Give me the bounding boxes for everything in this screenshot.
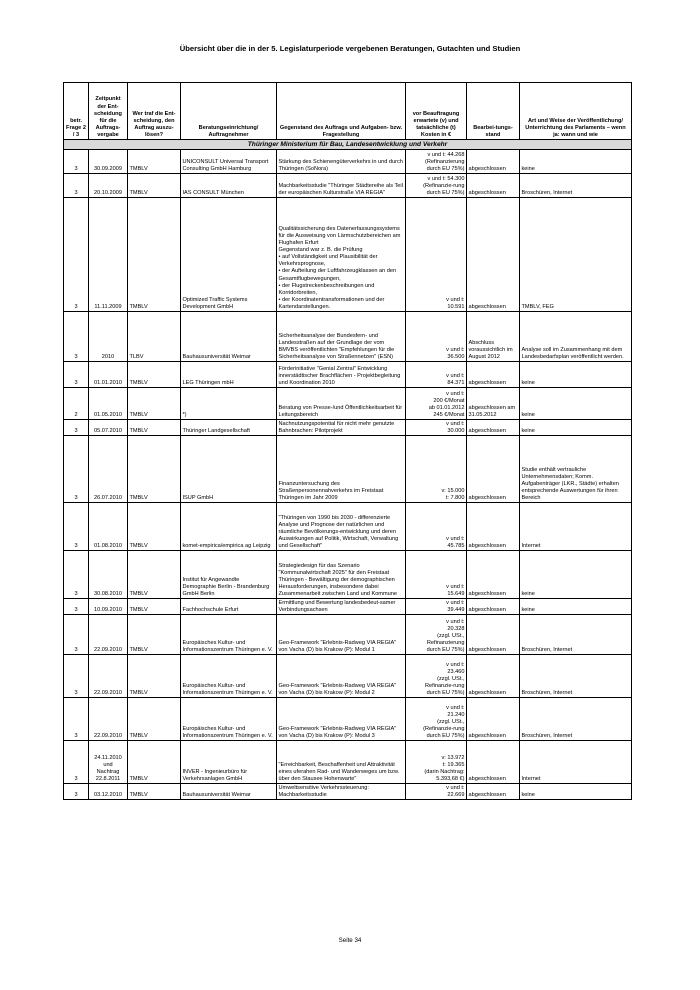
cell-line: (zzgl. USt., — [437, 718, 465, 725]
cell-stand: abgeschlossen — [467, 551, 520, 599]
cell-line: (darin Nachtrag: — [424, 768, 465, 775]
cell-entscheidung: TLBV — [128, 312, 181, 362]
table-row — [64, 198, 632, 312]
cell-kosten — [406, 174, 467, 198]
cell-frage: 3 — [64, 615, 89, 655]
cell-stand: abgeschlossen — [467, 784, 520, 800]
cell-line: ab 01.01.2012 — [428, 404, 465, 411]
cell-kosten — [406, 362, 467, 388]
cell-line: v und t: — [446, 372, 465, 379]
cell-line: durch EU 75%) — [426, 646, 465, 653]
cell-einrichtung: INVER - Ingenieurbüro für Verkehrsanlagen GmbH — [181, 741, 277, 784]
cell-zeitpunkt: 30.09.2009 — [89, 150, 128, 174]
cell-entscheidung: TMBLV — [128, 503, 181, 551]
cell-einrichtung: Europäisches Kultur- und Informationszentrum Thüringen e. V. — [181, 698, 277, 741]
table-row — [64, 420, 632, 436]
cell-line: v und t: — [446, 390, 465, 397]
cell-veroeffentlichung: keine — [520, 420, 632, 436]
cell-veroeffentlichung: TMBLV, FEG — [520, 198, 632, 312]
cell-zeitpunkt: 01.01.2010 — [89, 362, 128, 388]
cell-line: (Refinanzierung — [425, 158, 465, 165]
cell-gegenstand: Stärkung des Schienengüterverkehrs in und durch Thüringen (SoNora) — [277, 150, 406, 174]
cell-veroeffentlichung: keine — [520, 551, 632, 599]
cell-kosten — [406, 741, 467, 784]
cell-line: v und t: — [446, 704, 465, 711]
cell-kosten — [406, 599, 467, 615]
cell-einrichtung: Institut für Angewandte Demographie Berlin - Brandenburg GmbH Berlin — [181, 551, 277, 599]
cell-einrichtung: IAS CONSULT München — [181, 174, 277, 198]
cell-line: v und t: — [446, 296, 465, 303]
cell-entscheidung: TMBLV — [128, 174, 181, 198]
cell-line: 45.785 — [447, 542, 465, 549]
cell-entscheidung: TMBLV — [128, 741, 181, 784]
cell-line: v: 15.000 — [441, 487, 465, 494]
header-stand: Bearbei-tungs-stand — [467, 83, 520, 140]
cell-line: v und t: — [446, 420, 465, 427]
cell-line: v: 13.972 — [441, 754, 465, 761]
cell-stand: abgeschlossen — [467, 362, 520, 388]
cell-kosten — [406, 312, 467, 362]
cell-einrichtung: Optimized Traffic Systems Development GmbH — [181, 198, 277, 312]
cell-stand: abgeschlossen am 31.05.2012 — [467, 388, 520, 420]
cell-frage: 3 — [64, 312, 89, 362]
cell-entscheidung: TMBLV — [128, 198, 181, 312]
table-row — [64, 551, 632, 599]
cell-veroeffentlichung: keine — [520, 784, 632, 800]
cell-veroeffentlichung: keine — [520, 362, 632, 388]
cell-entscheidung: TMBLV — [128, 551, 181, 599]
cell-zeitpunkt: 03.12.2010 — [89, 784, 128, 800]
cell-entscheidung: TMBLV — [128, 655, 181, 698]
cell-einrichtung: komet-empirica/empirica ag Leipzig — [181, 503, 277, 551]
cell-entscheidung: TMBLV — [128, 436, 181, 503]
table-row — [64, 388, 632, 420]
cell-gegenstand: Geo-Framework "Erlebnis-Radweg VIA REGIA" von Vacha (D) bis Krakow (P): Modul 3 — [277, 698, 406, 741]
table-row — [64, 784, 632, 800]
cell-line: 5.393,68 €) — [436, 775, 465, 782]
cell-kosten — [406, 436, 467, 503]
cell-frage: 3 — [64, 503, 89, 551]
cell-stand: abgeschlossen — [467, 599, 520, 615]
cell-line: • auf Vollständigkeit und Plausibilität der Verkehrsprognose, — [278, 254, 378, 268]
cell-line: v und t: — [446, 583, 465, 590]
table-row — [64, 503, 632, 551]
cell-frage: 3 — [64, 436, 89, 503]
cell-einrichtung: LEG Thüringen mbH — [181, 362, 277, 388]
cell-stand: abgeschlossen — [467, 174, 520, 198]
cell-zeitpunkt: 2010 — [89, 312, 128, 362]
page-number: Seite 34 — [338, 937, 362, 944]
cell-stand: abgeschlossen — [467, 698, 520, 741]
cell-line: 36.500 — [447, 353, 465, 360]
header-frage: betr. Frage 2 / 3 — [64, 83, 89, 140]
cell-zeitpunkt: 01.05.2010 — [89, 388, 128, 420]
cell-zeitpunkt: 10.09.2010 — [89, 599, 128, 615]
cell-zeitpunkt: 22.09.2010 — [89, 698, 128, 741]
cell-line: 200 €/Monat — [433, 397, 465, 404]
cell-stand: abgeschlossen — [467, 503, 520, 551]
cell-frage: 3 — [64, 198, 89, 312]
cell-line: 24.11.2010 — [94, 754, 122, 761]
cell-frage: 3 — [64, 150, 89, 174]
cell-zeitpunkt: 22.09.2010 — [89, 615, 128, 655]
cell-entscheidung: TMBLV — [128, 599, 181, 615]
cell-stand: Abschluss voraussichtlich im August 2012 — [467, 312, 520, 362]
cell-veroeffentlichung: Analyse soll im Zusammenhang mit dem Landesbedarfsplan veröffentlicht werden. — [520, 312, 632, 362]
cell-gegenstand: Ermittlung und Bewertung landesbedeut-samer Verbindungsachsen — [277, 599, 406, 615]
cell-line: (Refinanzie-rung — [423, 182, 465, 189]
cell-line: v und t: — [446, 346, 465, 353]
cell-gegenstand: Strategiedesign für das Szenario "Kommunalwirtschaft 2025" für den Freistaat Thüringen - Bewältigung der demographischen Herausforderungen, insbesondere dabei Zusammenarbeit zwischen Land und Kommune — [277, 551, 406, 599]
cell-entscheidung: TMBLV — [128, 362, 181, 388]
cell-line: t: 7.800 — [445, 494, 465, 501]
cell-veroeffentlichung: Broschüren, Internet — [520, 174, 632, 198]
cell-line: durch EU 75%) — [426, 732, 465, 739]
cell-line: 15.649 — [447, 590, 465, 597]
cell-kosten — [406, 198, 467, 312]
table-row — [64, 655, 632, 698]
cell-frage: 3 — [64, 698, 89, 741]
cell-line: 22.669 — [447, 791, 465, 798]
cell-line: (zzgl. USt., — [437, 675, 465, 682]
cell-entscheidung: TMBLV — [128, 615, 181, 655]
cell-stand: abgeschlossen — [467, 150, 520, 174]
cell-kosten — [406, 150, 467, 174]
cell-line: durch EU 75%) — [426, 165, 465, 172]
table-row — [64, 362, 632, 388]
cell-einrichtung: UNICONSULT Universal Transport Consulting GmbH Hamburg — [181, 150, 277, 174]
cell-line: 245 €/Monat — [433, 411, 465, 418]
cell-line: v und t: — [446, 618, 465, 625]
table-row — [64, 741, 632, 784]
cell-kosten — [406, 503, 467, 551]
cell-veroeffentlichung: Broschüren, Internet — [520, 655, 632, 698]
cell-stand: abgeschlossen — [467, 655, 520, 698]
cell-gegenstand: Förderinitiative "Genial Zentral" Entwicklung innerstädtischer Brachflächen - Projektbegleitung und Koordination 2010 — [277, 362, 406, 388]
cell-line: 21.240 — [447, 711, 465, 718]
table-row — [64, 174, 632, 198]
cell-line: 30.000 — [447, 427, 465, 434]
cell-entscheidung: TMBLV — [128, 150, 181, 174]
cell-line: Refinanzierung — [426, 639, 465, 646]
cell-line: v und t: — [446, 535, 465, 542]
cell-einrichtung: *) — [181, 388, 277, 420]
cell-line: durch EU 75%) — [426, 189, 465, 196]
cell-gegenstand: Geo-Framework "Erlebnis-Radweg VIA REGIA" von Vacha (D) bis Krakow (P): Modul 2 — [277, 655, 406, 698]
cell-veroeffentlichung: keine — [520, 150, 632, 174]
page-title: Übersicht über die in der 5. Legislaturperiode vergebenen Beratungen, Gutachten und Studien — [179, 44, 521, 53]
cell-gegenstand: Beratung von Presse-/und Öffentlichkeitsarbeit für Leitungsbereich — [277, 388, 406, 420]
cell-line: 20.328 — [447, 625, 465, 632]
cell-line: • der Koordinatentransformationen und der Kartendarstellungen. — [278, 296, 385, 310]
cell-line: v und t: — [446, 599, 465, 606]
cell-kosten — [406, 784, 467, 800]
cell-line: Refinanzie-rung — [425, 682, 465, 689]
cell-gegenstand: Nachnutzungspotential für nicht mehr genutzte Bahnbrachen: Pilotprojekt — [277, 420, 406, 436]
cell-stand: abgeschlossen — [467, 741, 520, 784]
cell-einrichtung: Europäisches Kultur- und Informationszentrum Thüringen e. V. — [181, 615, 277, 655]
header-entscheidung: Wer traf die Ent-scheidung, den Auftrag auszu-lösen? — [128, 83, 181, 140]
consulting-contracts-table — [63, 82, 632, 800]
cell-entscheidung: TMBLV — [128, 698, 181, 741]
cell-zeitpunkt: 26.07.2010 — [89, 436, 128, 503]
cell-kosten — [406, 655, 467, 698]
cell-veroeffentlichung: Broschüren, Internet — [520, 698, 632, 741]
cell-stand: abgeschlossen — [467, 420, 520, 436]
header-einrichtung: Beratungseinrichtung/ Auftragnehmer — [181, 83, 277, 140]
cell-entscheidung: TMBLV — [128, 420, 181, 436]
cell-stand: abgeschlossen — [467, 615, 520, 655]
cell-zeitpunkt: 01.08.2010 — [89, 503, 128, 551]
cell-stand: abgeschlossen — [467, 198, 520, 312]
cell-veroeffentlichung: keine — [520, 388, 632, 420]
cell-line: 22.8.2011 — [95, 775, 121, 782]
cell-veroeffentlichung: keine — [520, 599, 632, 615]
cell-einrichtung: ISUP GmbH — [181, 436, 277, 503]
cell-line: v und t: — [446, 784, 465, 791]
table-row — [64, 150, 632, 174]
cell-frage: 3 — [64, 655, 89, 698]
cell-line: t: 19.365 — [442, 761, 465, 768]
cell-zeitpunkt: 30.08.2010 — [89, 551, 128, 599]
cell-line: 10.591 — [447, 303, 465, 310]
cell-zeitpunkt — [89, 741, 128, 784]
table-row — [64, 698, 632, 741]
header-veroeffentlichung: Art und Weise der Veröffentlichung/ Unterrichtung des Parlaments – wenn ja: wann und wie — [520, 83, 632, 140]
cell-gegenstand: "Thüringen von 1990 bis 2030 - differenzierte Analyse und Prognose der natürlichen und räumliche Bevölkerungs-entwicklung und deren Auswirkungen auf Politik, Wirtschaft, Verwaltung und Gesellschaft" — [277, 503, 406, 551]
cell-frage: 3 — [64, 551, 89, 599]
cell-gegenstand — [277, 198, 406, 312]
section-title: Thüringer Ministerium für Bau, Landesentwicklung und Verkehr — [64, 140, 632, 150]
cell-zeitpunkt: 05.07.2010 — [89, 420, 128, 436]
cell-kosten — [406, 388, 467, 420]
table-row — [64, 599, 632, 615]
cell-entscheidung: TMBLV — [128, 784, 181, 800]
cell-kosten — [406, 420, 467, 436]
cell-einrichtung: Bauhausuniversität Weimar — [181, 784, 277, 800]
cell-line: v und t: 54.300 — [427, 175, 465, 182]
cell-einrichtung: Bauhausuniversität Weimar — [181, 312, 277, 362]
cell-kosten — [406, 615, 467, 655]
cell-frage: 3 — [64, 784, 89, 800]
cell-veroeffentlichung: Studie enthält vertrauliche Unternehmensdaten; Komm. Aufgabenträger (LKR., Städte) erhalten entsprechende Auswertungen für ihren Bereich — [520, 436, 632, 503]
table-row — [64, 615, 632, 655]
cell-zeitpunkt: 20.10.2009 — [89, 174, 128, 198]
cell-line: v und t: — [446, 661, 465, 668]
cell-line: • der Aufteilung der Luftfahrzeugklassen an den Gesamtflugbewegungen, — [278, 268, 397, 282]
table-row — [64, 436, 632, 503]
cell-entscheidung: TMBLV — [128, 388, 181, 420]
cell-kosten — [406, 698, 467, 741]
cell-frage: 3 — [64, 599, 89, 615]
cell-gegenstand: Geo-Framework "Erlebnis-Radweg VIA REGIA" von Vacha (D) bis Krakow (P): Modul 1 — [277, 615, 406, 655]
cell-line: Qualitätssicherung des Datenerfassungssystems für die Ausweisung von Lärmschutzbereichen am Flughafen Erfurt — [278, 225, 401, 247]
cell-line: (Refinanzie-rung — [423, 725, 465, 732]
header-gegenstand: Gegenstand des Auftrags und Aufgaben- bzw. Fragestellung — [277, 83, 406, 140]
cell-line: • der Flugstreckenbeschreibungen und Korridorbreiten, — [278, 282, 375, 296]
cell-zeitpunkt: 11.11.2009 — [89, 198, 128, 312]
cell-frage: 3 — [64, 174, 89, 198]
cell-line: und — [103, 761, 113, 768]
cell-einrichtung: Fachhochschule Erfurt — [181, 599, 277, 615]
section-row — [64, 140, 632, 150]
cell-frage: 3 — [64, 362, 89, 388]
cell-line: Gegenstand war z. B. die Prüfung — [278, 247, 363, 254]
cell-gegenstand: "Erreichbarkeit, Beschaffenheit und Attraktivität eines uferahen Rad- und Wanderweges um bzw. über den Stausee Hohenwarte" — [277, 741, 406, 784]
cell-gegenstand: Finanzuntersuchung des Straßenpersonennahverkehrs im Freistaat Thüringen im Jahr 2009 — [277, 436, 406, 503]
cell-frage: 2 — [64, 388, 89, 420]
cell-line: 84.371 — [447, 379, 465, 386]
cell-line: (zzgl. USt., — [437, 632, 465, 639]
cell-einrichtung: Europäisches Kultur- und Informationszentrum Thüringen e. V. — [181, 655, 277, 698]
table-row — [64, 312, 632, 362]
cell-line: durch EU 75%) — [426, 689, 465, 696]
cell-frage: 3 — [64, 420, 89, 436]
cell-veroeffentlichung: Internet — [520, 503, 632, 551]
table-header-row — [64, 83, 632, 140]
header-zeitpunkt: Zeitpunkt der Ent-scheidung für die Auftrags-vergabe — [89, 83, 128, 140]
cell-line: v und t: 44.268 — [427, 151, 465, 158]
cell-einrichtung: Thüringer Landgesellschaft — [181, 420, 277, 436]
cell-veroeffentlichung: Internet — [520, 741, 632, 784]
cell-kosten — [406, 551, 467, 599]
cell-gegenstand: Umweltsensitive Verkehrssteuerung: Machbarkeitsstudie — [277, 784, 406, 800]
cell-line: 39.449 — [447, 606, 465, 613]
cell-frage: 3 — [64, 741, 89, 784]
cell-line: 23.460 — [447, 668, 465, 675]
cell-zeitpunkt: 22.09.2010 — [89, 655, 128, 698]
cell-gegenstand: Machbarkeitsstudie "Thüringer Städtereihe als Teil der europäischen Kulturstraße VIA REGIA" — [277, 174, 406, 198]
cell-line: Nachtrag — [96, 768, 120, 775]
cell-stand: abgeschlossen — [467, 436, 520, 503]
header-kosten: vor Beauftragung erwartete (v) und tatsächliche (t) Kosten in € — [406, 83, 467, 140]
cell-veroeffentlichung: Broschüren, Internet — [520, 615, 632, 655]
cell-gegenstand: Sicherheitsanalyse der Bundesfern- und Landesstraßen auf der Grundlage der vom BMVBS veröffentlichten "Empfehlungen für die Sicherheitsanalyse von Straßennetzen" (ESN) — [277, 312, 406, 362]
